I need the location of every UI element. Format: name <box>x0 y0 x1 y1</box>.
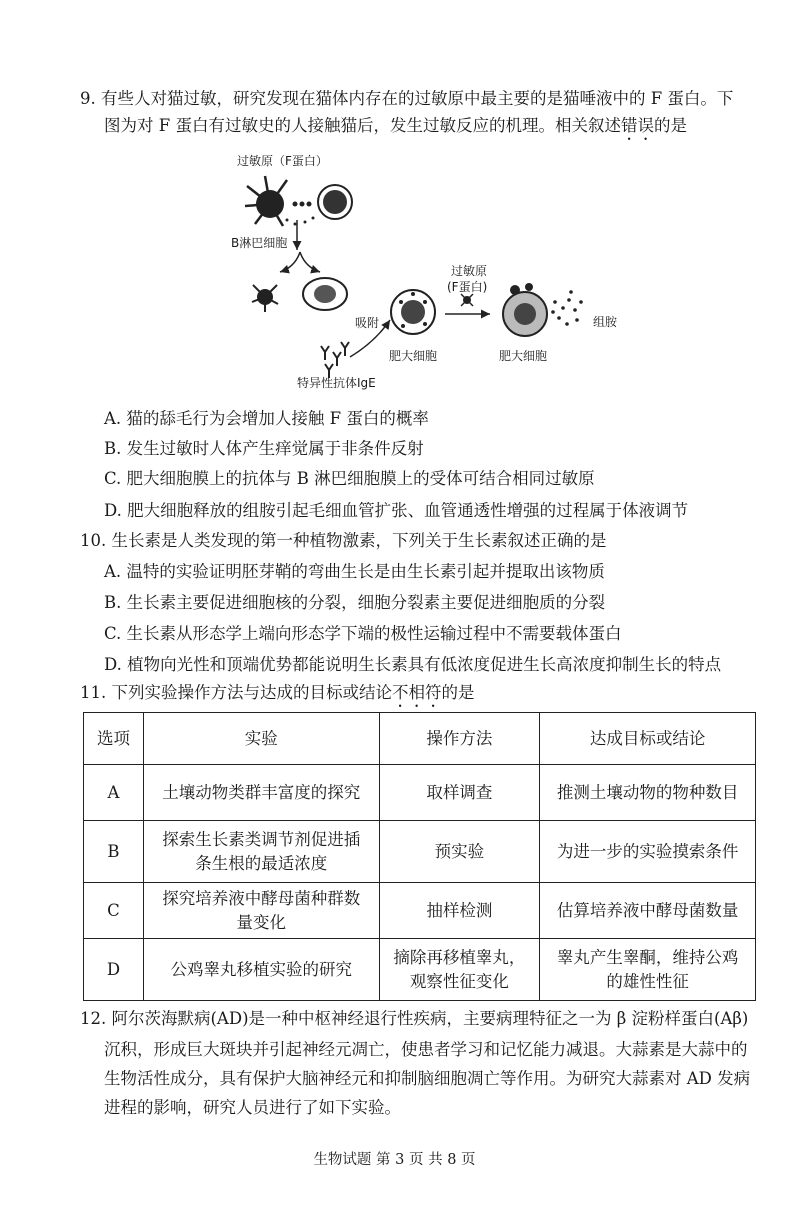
adsorb-label: 吸附 <box>355 316 380 330</box>
row-conclusion-line1: 为进一步的实验摸索条件 <box>556 841 739 861</box>
q12-line3: 生物活性成分，具有保护大脑神经元和抑制脑细胞凋亡等作用。为研究大蒜素对 AD 发病 <box>104 1069 751 1088</box>
q9-stem-line2-post: 的是 <box>653 116 687 135</box>
allergen2-label-line1: 过敏原 <box>451 264 488 278</box>
row-option: A <box>84 765 144 821</box>
row-experiment-line2: 量变化 <box>236 912 286 932</box>
header-conclusion: 达成目标或结论 <box>540 713 756 765</box>
q12-line1: 12. 阿尔茨海默病(AD)是一种中枢神经退行性疾病，主要病理特征之一为 β 淀粉样蛋白(Aβ) <box>80 1009 749 1028</box>
q9-option-d: D. 肥大细胞释放的组胺引起毛细血管扩张、血管通透性增强的过程属于体液调节 <box>104 501 689 520</box>
histamine-particles-icon <box>551 290 583 326</box>
table-row <box>84 821 756 883</box>
row-experiment-line2: 条生根的最适浓度 <box>195 853 328 873</box>
row-experiment-line1: 探索生长素类调节剂促进插 <box>162 829 361 849</box>
ige-label: 特异性抗体IgE <box>297 376 376 390</box>
table-row <box>84 765 756 821</box>
page-footer: 生物试题 第 3 页 共 8 页 <box>313 1152 476 1168</box>
row-conclusion-line2: 的雄性性征 <box>606 971 689 991</box>
arrow-branch-right-icon <box>300 252 320 272</box>
row-experiment <box>143 821 379 883</box>
mast-cell-2-label: 肥大细胞 <box>499 349 548 363</box>
allergen-particle-icon <box>461 294 473 306</box>
antigen-presenting-cell-icon <box>245 176 287 226</box>
ige-antibody-icon <box>321 342 349 378</box>
row-experiment <box>143 765 379 821</box>
table-row <box>84 939 756 1001</box>
q11-stem-post: 的是 <box>441 683 475 702</box>
memory-cell-icon <box>252 285 278 312</box>
row-option: B <box>84 821 144 883</box>
mast-cell-1-label: 肥大细胞 <box>389 349 438 363</box>
table-header-row <box>84 713 756 765</box>
row-method <box>379 821 540 883</box>
row-conclusion <box>540 821 756 883</box>
row-method-line1: 取样调查 <box>426 782 493 802</box>
allergen-label: 过敏原（F蛋白） <box>237 154 328 168</box>
q10-option-c: C. 生长素从形态学上端向形态学下端的极性运输过程中不需要载体蛋白 <box>104 624 622 643</box>
row-experiment-line1: 探究培养液中酵母菌种群数 <box>162 888 361 908</box>
mast-cell-icon <box>391 290 435 334</box>
q9-stem-line2 <box>104 115 687 144</box>
row-conclusion-line1: 睾丸产生睾酮，维持公鸡 <box>556 947 739 967</box>
row-method-line1: 抽样检测 <box>426 900 493 920</box>
row-method <box>379 883 540 939</box>
row-method <box>379 765 540 821</box>
row-method-line2: 观察性征变化 <box>409 971 509 991</box>
histamine-label: 组胺 <box>593 315 618 329</box>
q9-option-a: A. 猫的舔毛行为会增加人接触 F 蛋白的概率 <box>104 409 429 428</box>
q9-option-b: B. 发生过敏时人体产生痒觉属于非条件反射 <box>104 439 424 458</box>
b-cell-label: B淋巴细胞 <box>231 236 288 250</box>
header-option: 选项 <box>84 713 144 765</box>
q11-emphasis: 不相符 <box>392 683 442 702</box>
row-experiment-line1: 土壤动物类群丰富度的探究 <box>162 782 361 802</box>
row-experiment <box>143 939 379 1001</box>
q9-option-c: C. 肥大细胞膜上的抗体与 B 淋巴细胞膜上的受体可结合相同过敏原 <box>104 469 595 488</box>
q10-option-a: A. 温特的实验证明胚芽鞘的弯曲生长是由生长素引起并提取出该物质 <box>104 562 605 581</box>
row-option: D <box>84 939 144 1001</box>
allergy-mechanism-diagram <box>225 142 645 397</box>
plasma-cell-icon <box>303 278 347 310</box>
q11-table <box>83 712 756 1001</box>
q9-emphasis: 错误 <box>620 116 654 135</box>
q9-stem-line2-pre: 图为对 F 蛋白有过敏史的人接触猫后，发生过敏反应的机理。相关叙述 <box>104 116 621 135</box>
q10-stem: 10. 生长素是人类发现的第一种植物激素，下列关于生长素叙述正确的是 <box>80 531 607 550</box>
row-method <box>379 939 540 1001</box>
q9-stem-line1: 9. 有些人对猫过敏，研究发现在猫体内存在的过敏原中最主要的是猫唾液中的 F 蛋白。下 <box>80 89 734 108</box>
row-conclusion-line1: 估算培养液中酵母菌数量 <box>556 900 739 920</box>
row-conclusion <box>540 765 756 821</box>
row-method-line1: 摘除再移植睾丸， <box>393 947 526 967</box>
row-conclusion-line1: 推测土壤动物的物种数目 <box>556 782 739 802</box>
row-method-line1: 预实验 <box>434 841 485 861</box>
q11-stem <box>80 682 475 711</box>
q12-line4: 进程的影响，研究人员进行了如下实验。 <box>104 1098 401 1117</box>
q10-option-d: D. 植物向光性和顶端优势都能说明生长素具有低浓度促进生长高浓度抑制生长的特点 <box>104 655 722 674</box>
row-option: C <box>84 883 144 939</box>
q11-stem-pre: 11. 下列实验操作方法与达成的目标或结论 <box>80 683 392 702</box>
t-cell-icon <box>318 185 352 219</box>
row-conclusion <box>540 883 756 939</box>
arrow-branch-left-icon <box>280 252 300 272</box>
table-row <box>84 883 756 939</box>
q10-option-b: B. 生长素主要促进细胞核的分裂，细胞分裂素主要促进细胞质的分裂 <box>104 593 606 612</box>
q12-line2: 沉积，形成巨大斑块并引起神经元凋亡，使患者学习和记忆能力减退。大蒜素是大蒜中的 <box>104 1040 748 1059</box>
header-experiment: 实验 <box>143 713 379 765</box>
row-experiment-line1: 公鸡睾丸移植实验的研究 <box>170 959 352 979</box>
row-conclusion <box>540 939 756 1001</box>
row-experiment <box>143 883 379 939</box>
allergen2-label-line2: (F蛋白) <box>447 280 488 294</box>
header-method: 操作方法 <box>379 713 540 765</box>
signal-dots-icon <box>286 202 315 226</box>
degranulating-mast-cell-icon <box>503 283 547 336</box>
